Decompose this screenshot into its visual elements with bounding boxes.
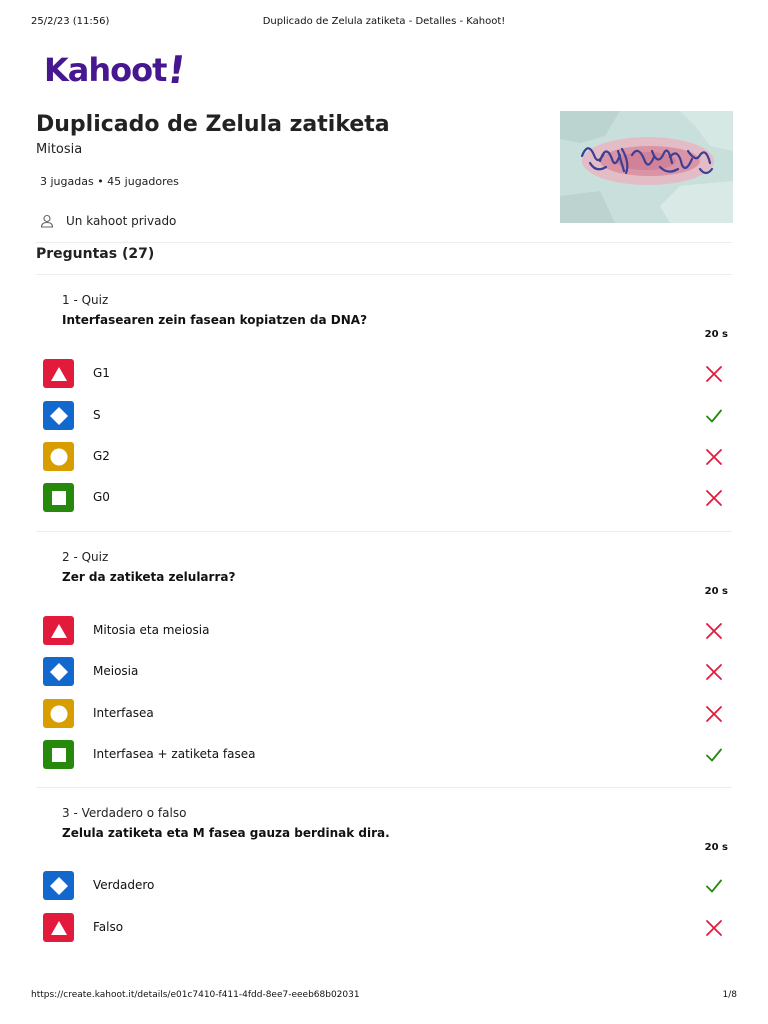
answer-text: Meiosia [93,664,139,678]
correct-icon [704,876,724,896]
divider [36,531,732,532]
answer-row [36,483,732,513]
answer-text: G2 [93,449,110,463]
print-footer [31,990,737,1004]
incorrect-icon [704,662,724,682]
answer-text: Interfasea + zatiketa fasea [93,747,256,761]
question-text: Interfasearen zein fasean kopiatzen da DNA? [62,313,368,327]
divider [36,274,732,275]
answer-row [36,913,732,943]
question-time: 20 s [704,842,728,853]
kahoot-logo[interactable] [44,48,188,92]
diamond-icon [43,401,74,430]
incorrect-icon [704,447,724,467]
user-icon [40,214,54,228]
question-time: 20 s [704,586,728,597]
incorrect-icon [704,621,724,641]
diamond-icon [43,657,74,686]
print-url: https://create.kahoot.it/details/e01c7410-f411-4fdd-8ee7-eeeb68b02031 [31,990,360,1000]
incorrect-icon [704,364,724,384]
page-number: 1/8 [722,990,737,1000]
answer-text: Mitosia eta meiosia [93,623,210,637]
answer-row [36,699,732,729]
answer-row [36,871,732,901]
print-date: 25/2/23 (11:56) [31,16,110,27]
circle-icon [43,442,74,471]
correct-icon [704,745,724,765]
question-number: 2 - Quiz [62,550,109,564]
answer-row [36,401,732,431]
question-number: 3 - Verdadero o falso [62,806,187,820]
answer-row [36,359,732,389]
logo-bang: ! [165,48,188,92]
cover-image [560,111,733,223]
answer-row [36,740,732,770]
correct-icon [704,406,724,426]
triangle-icon [43,616,74,645]
answer-text: G0 [93,490,110,504]
divider [36,242,732,243]
owner-label: Un kahoot privado [66,214,177,228]
square-icon [43,483,74,512]
question-1[interactable] [36,293,732,523]
kahoot-title: Duplicado de Zelula zatiketa [36,112,390,137]
answer-text: S [93,408,101,422]
question-2[interactable] [36,550,732,780]
kahoot-subtitle: Mitosia [36,142,83,157]
divider [36,787,732,788]
answer-row [36,657,732,687]
question-time: 20 s [704,329,728,340]
print-title: Duplicado de Zelula zatiketa - Detalles - Kahoot! [262,16,506,27]
answer-text: G1 [93,366,110,380]
triangle-icon [43,913,74,942]
diamond-icon [43,871,74,900]
logo-text: Kahoot [44,51,167,89]
print-header [31,16,737,30]
question-text: Zelula zatiketa eta M fasea gauza berdinak dira. [62,826,390,840]
question-text: Zer da zatiketa zelularra? [62,570,236,584]
answer-row [36,442,732,472]
answer-row [36,616,732,646]
incorrect-icon [704,488,724,508]
question-number: 1 - Quiz [62,293,109,307]
answer-text: Interfasea [93,706,154,720]
answer-text: Verdadero [93,878,155,892]
circle-icon [43,699,74,728]
questions-header: Preguntas (27) [36,246,155,262]
question-3[interactable] [36,806,732,956]
cover-micrograph [560,111,733,223]
square-icon [43,740,74,769]
triangle-icon [43,359,74,388]
incorrect-icon [704,704,724,724]
answer-text: Falso [93,920,124,934]
kahoot-stats: 3 jugadas • 45 jugadores [40,175,179,188]
incorrect-icon [704,918,724,938]
kahoot-owner [40,214,176,228]
